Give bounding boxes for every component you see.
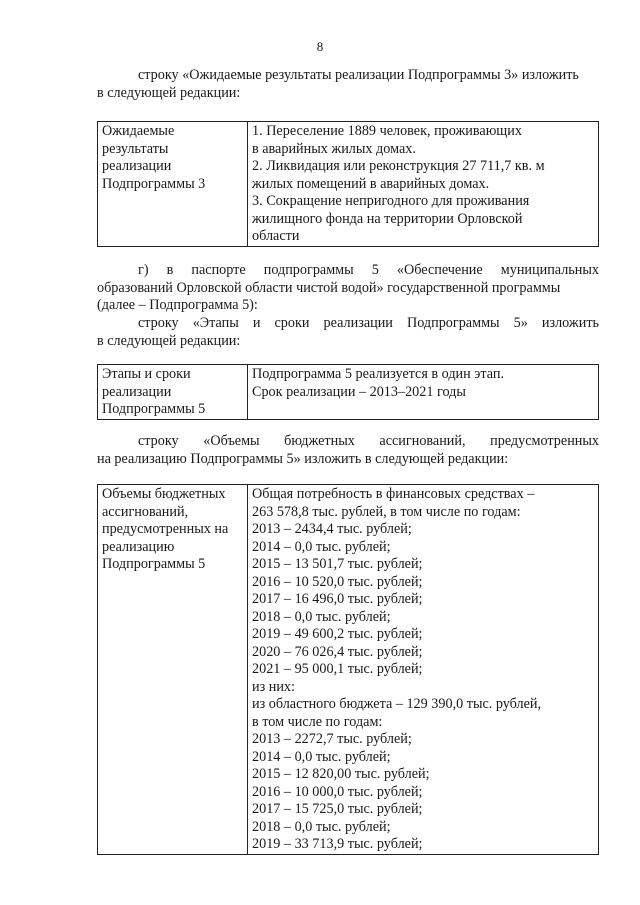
value-line: из областного бюджета – 129 390,0 тыс. рублей, xyxy=(252,696,542,712)
label-line: реализации xyxy=(102,383,172,400)
value-line: 263 578,8 тыс. рублей, в том числе по годам: xyxy=(252,503,521,520)
value-line: 2018 – 0,0 тыс. рублей; xyxy=(252,608,391,625)
label-line: результаты xyxy=(102,140,169,157)
value-line: 2017 – 16 496,0 тыс. рублей; xyxy=(252,591,423,607)
value-line: 2016 – 10 000,0 тыс. рублей; xyxy=(252,783,423,800)
value-line: в том числе по годам: xyxy=(252,713,383,730)
table-row xyxy=(98,485,599,855)
value-line: Подпрограмма 5 реализуется в один этап. xyxy=(252,366,504,382)
label-line: предусмотренных на xyxy=(102,521,229,537)
value-line: 2021 – 95 000,1 тыс. рублей; xyxy=(252,661,423,677)
text-line: в следующей редакции: xyxy=(97,84,241,101)
table-cell-label xyxy=(98,365,248,420)
value-line: 1. Переселение 1889 человек, проживающих xyxy=(252,123,522,139)
table-cell-label xyxy=(98,485,248,855)
text-line: строку «Объемы бюджетных ассигнований, предусмотренных xyxy=(138,433,599,449)
value-line: 2014 – 0,0 тыс. рублей; xyxy=(252,538,391,555)
value-line: 2014 – 0,0 тыс. рублей; xyxy=(252,748,391,765)
value-line: 3. Сокращение непригодного для проживания xyxy=(252,193,530,209)
label-line: реализацию xyxy=(102,538,175,555)
table-row xyxy=(98,365,599,420)
value-line: 2020 – 76 026,4 тыс. рублей; xyxy=(252,643,423,660)
value-line: Срок реализации – 2013–2021 годы xyxy=(252,383,466,400)
value-line: жилищного фонда на территории Орловской xyxy=(252,210,523,227)
paragraph-subprogram-5-passport xyxy=(97,262,599,315)
value-line: 2016 – 10 520,0 тыс. рублей; xyxy=(252,573,423,590)
table-row xyxy=(98,122,599,247)
value-line: 2018 – 0,0 тыс. рублей; xyxy=(252,818,391,835)
table-cell-value xyxy=(248,485,599,855)
paragraph-expected-results-intro xyxy=(97,67,599,102)
value-line: 2019 – 49 600,2 тыс. рублей; xyxy=(252,626,423,642)
value-line: жилых помещений в аварийных домах. xyxy=(252,175,490,192)
text-line: (далее – Подпрограмма 5): xyxy=(97,297,258,313)
paragraph-budget-intro xyxy=(97,433,599,468)
value-line: 2015 – 12 820,00 тыс. рублей; xyxy=(252,766,430,782)
value-line: из них: xyxy=(252,678,295,695)
value-line: 2013 – 2272,7 тыс. рублей; xyxy=(252,731,412,747)
table-cell-value xyxy=(248,122,599,247)
text-line: на реализацию Подпрограммы 5» изложить в следующей редакции: xyxy=(97,450,509,467)
label-line: реализации xyxy=(102,158,172,174)
paragraph-stages-intro xyxy=(97,315,599,350)
page-number: 8 xyxy=(316,39,324,54)
label-line: Подпрограммы 5 xyxy=(102,401,206,417)
value-line: Общая потребность в финансовых средствах – xyxy=(252,486,535,502)
label-line: Этапы и сроки xyxy=(102,366,191,382)
label-line: Подпрограммы 5 xyxy=(102,556,206,572)
table-cell-label xyxy=(98,122,248,247)
value-line: 2019 – 33 713,9 тыс. рублей; xyxy=(252,836,423,852)
text-line: строку «Этапы и сроки реализации Подпрограммы 5» изложить xyxy=(138,315,599,331)
text-line: в следующей редакции: xyxy=(97,332,241,349)
table-budget-allocations xyxy=(97,484,599,855)
value-line: области xyxy=(252,228,300,244)
table-cell-value xyxy=(248,365,599,420)
value-line: 2017 – 15 725,0 тыс. рублей; xyxy=(252,801,423,817)
text-line: образований Орловской области чистой водой» государственной программы xyxy=(97,279,561,296)
label-line: Объемы бюджетных xyxy=(102,486,226,502)
table-expected-results xyxy=(97,121,599,247)
value-line: 2013 – 2434,4 тыс. рублей; xyxy=(252,521,412,537)
label-line: Подпрограммы 3 xyxy=(102,175,206,192)
value-line: 2015 – 13 501,7 тыс. рублей; xyxy=(252,556,423,572)
label-line: Ожидаемые xyxy=(102,123,175,139)
label-line: ассигнований, xyxy=(102,503,189,520)
table-stages-terms xyxy=(97,364,599,420)
value-line: 2. Ликвидация или реконструкция 27 711,7 кв. м xyxy=(252,158,545,174)
text-line: строку «Ожидаемые результаты реализации Подпрограммы 3» изложить xyxy=(138,67,579,83)
value-line: в аварийных жилых домах. xyxy=(252,140,416,157)
text-line: г) в паспорте подпрограммы 5 «Обеспечение муниципальных xyxy=(138,262,599,278)
